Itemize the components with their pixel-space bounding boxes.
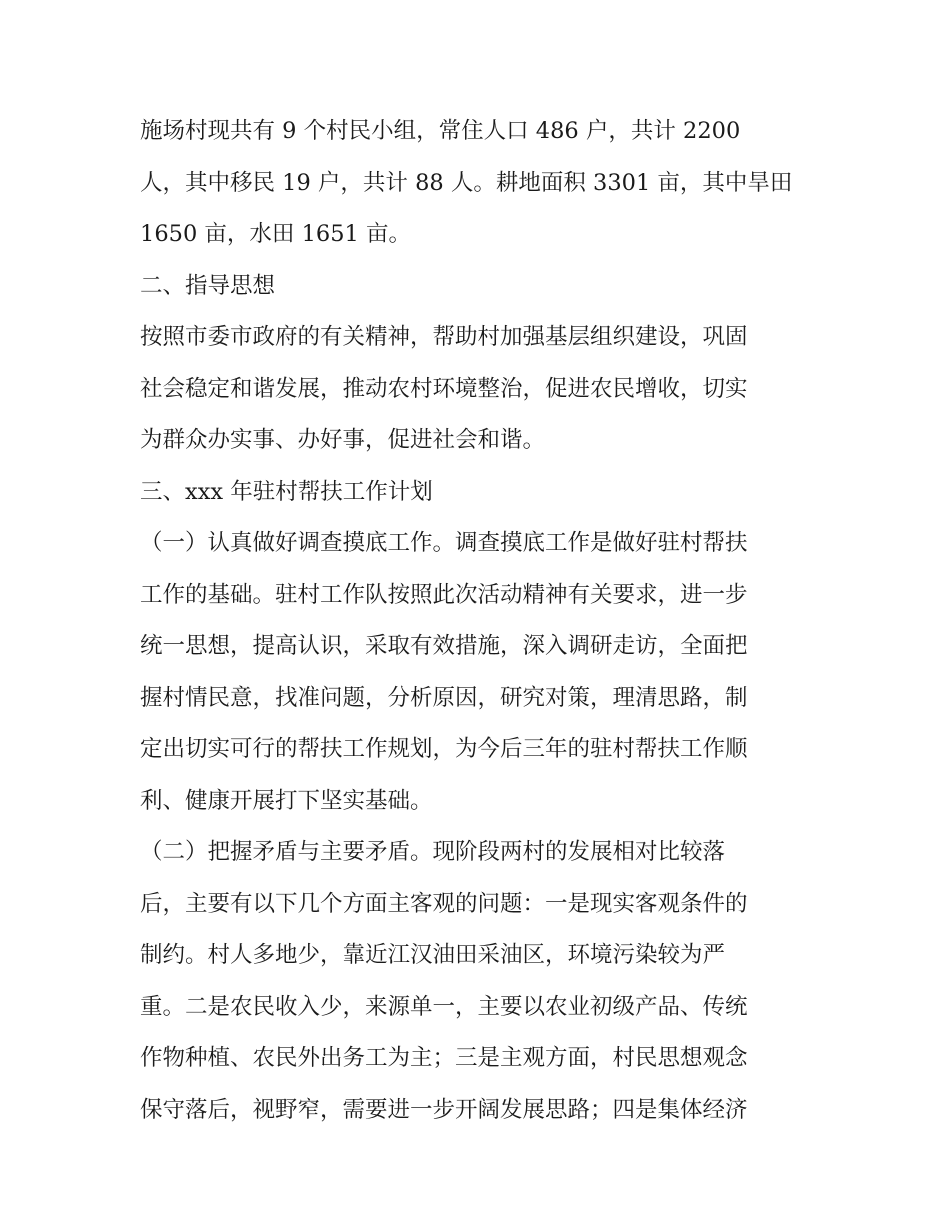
text-line: 1650 亩，水田 1651 亩。 xyxy=(140,221,411,247)
text-line: 按照市委市政府的有关精神，帮助村加强基层组织建设，巩固 xyxy=(140,324,748,350)
text-line: 后，主要有以下几个方面主客观的问题：一是现实客观条件的 xyxy=(140,890,748,917)
document-body xyxy=(140,106,820,1136)
text-line: 社会稳定和谐发展，推动农村环境整治，促进农民增收，切实 xyxy=(140,375,748,402)
text-line: 人，其中移民 19 户，共计 88 人。耕地面积 3301 亩，其中旱田 xyxy=(140,169,793,196)
text-line: 施场村现共有 9 个村民小组，常住人口 486 户，共计 2200 xyxy=(140,118,741,144)
text-line: 定出切实可行的帮扶工作规划，为今后三年的驻村帮扶工作顺 xyxy=(140,736,748,762)
text-line: 制约。村人多地少，靠近江汉油田采油区，环境污染较为严 xyxy=(140,942,726,968)
text-line: 作物种植、农民外出务工为主；三是主观方面，村民思想观念 xyxy=(140,1045,748,1071)
section-heading: 三、xxx 年驻村帮扶工作计划 xyxy=(140,478,433,505)
text-line: 为群众办实事、办好事，促进社会和谐。 xyxy=(140,427,546,453)
text-line: 统一思想，提高认识，采取有效措施，深入调研走访，全面把 xyxy=(140,633,748,659)
text-line: 握村情民意，找准问题，分析原因，研究对策，理清思路，制 xyxy=(140,684,748,711)
text-line: 工作的基础。驻村工作队按照此次活动精神有关要求，进一步 xyxy=(140,581,748,608)
section-heading: 二、指导思想 xyxy=(140,272,276,299)
text-line: 利、健康开展打下坚实基础。 xyxy=(140,787,433,814)
text-line: 保守落后，视野窄，需要进一步开阔发展思路；四是集体经济 xyxy=(140,1096,748,1123)
text-line: 重。二是农民收入少，来源单一，主要以农业初级产品、传统 xyxy=(140,993,748,1020)
text-line: （二）把握矛盾与主要矛盾。现阶段两村的发展相对比较落 xyxy=(140,839,726,865)
text-line: （一）认真做好调查摸底工作。调查摸底工作是做好驻村帮扶 xyxy=(140,530,748,556)
